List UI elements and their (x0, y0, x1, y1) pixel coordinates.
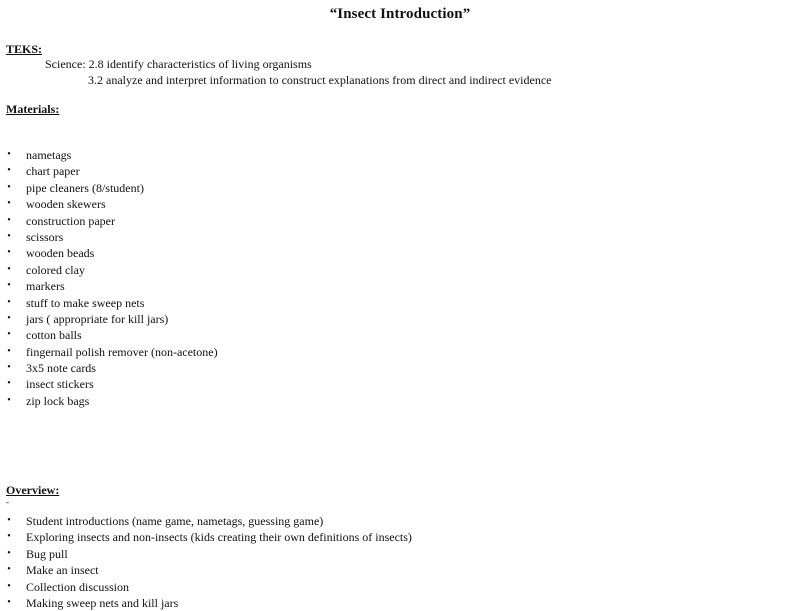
materials-heading: Materials: (6, 102, 60, 116)
materials-item-text: jars ( appropriate for kill jars) (26, 311, 169, 326)
bullet-icon: • (7, 214, 11, 226)
stray-mark: - (6, 497, 9, 507)
materials-item-text: fingernail polish remover (non-acetone) (26, 344, 218, 359)
materials-item-text: stuff to make sweep nets (26, 295, 145, 310)
materials-item-text: pipe cleaners (8/student) (26, 180, 144, 195)
overview-item-text: Making sweep nets and kill jars (26, 595, 179, 610)
teks-heading: TEKS: (6, 42, 43, 56)
bullet-icon: • (7, 263, 11, 275)
materials-item-text: colored clay (26, 262, 85, 277)
materials-item-text: zip lock bags (26, 393, 90, 408)
materials-item-text: insect stickers (26, 377, 94, 392)
overview-heading: Overview: (6, 483, 60, 497)
bullet-icon: • (7, 378, 11, 390)
bullet-icon: • (7, 564, 11, 576)
bullet-icon: • (7, 312, 11, 324)
materials-item-text: chart paper (26, 164, 80, 179)
bullet-icon: • (7, 362, 11, 374)
bullet-icon: • (7, 296, 11, 308)
bullet-icon: • (7, 547, 11, 559)
bullet-icon: • (7, 230, 11, 242)
teks-line-3-2: 3.2 analyze and interpret information to construct explanations from direct and indirect evidence (88, 73, 552, 87)
teks-line-science: Science: 2.8 identify characteristics of living organisms (45, 57, 312, 71)
bullet-icon: • (7, 345, 11, 357)
bullet-icon: • (7, 247, 11, 259)
bullet-icon: • (7, 149, 11, 160)
bullet-icon: • (7, 596, 11, 608)
bullet-icon: • (7, 515, 11, 526)
materials-item-text: 3x5 note cards (26, 361, 96, 376)
bullet-icon: • (7, 198, 11, 210)
materials-item-text: wooden beads (26, 246, 95, 261)
bullet-icon: • (7, 280, 11, 292)
materials-item-text: nametags (26, 148, 72, 162)
bullet-icon: • (7, 580, 11, 592)
bullet-icon: • (7, 531, 11, 543)
overview-item-text: Exploring insects and non-insects (kids creating their own definitions of insects) (26, 530, 412, 545)
materials-item-text: markers (26, 279, 65, 294)
materials-item-text: cotton balls (26, 328, 82, 343)
overview-item-text: Collection discussion (26, 579, 129, 594)
bullet-icon: • (7, 165, 11, 177)
overview-item-text: Bug pull (26, 546, 68, 561)
materials-item-text: scissors (26, 229, 64, 244)
bullet-icon: • (7, 181, 11, 193)
overview-item-text: Student introductions (name game, nametags, guessing game) (26, 514, 324, 528)
materials-item-text: wooden skewers (26, 197, 106, 212)
materials-item-text: construction paper (26, 213, 115, 228)
bullet-icon: • (7, 329, 11, 341)
overview-item-text: Make an insect (26, 563, 99, 578)
bullet-icon: • (7, 394, 11, 406)
document-title: “Insect Introduction” (329, 6, 471, 22)
